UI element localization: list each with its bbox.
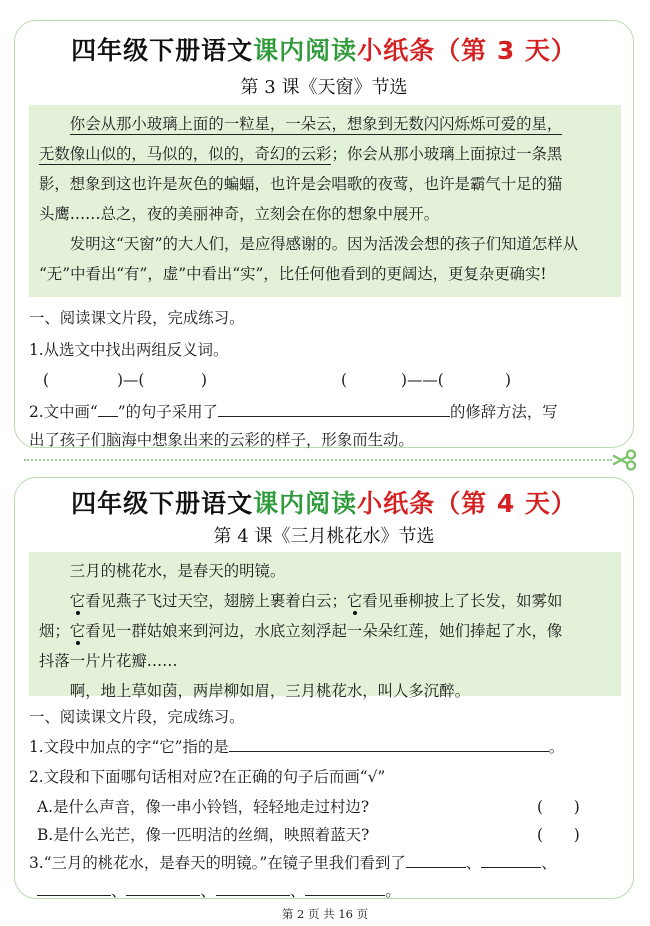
question-3-cont	[29, 876, 623, 906]
title-notes: 小纸条	[357, 36, 436, 65]
dotted-char-it: 它	[346, 592, 363, 610]
answer-blank[interactable]	[218, 398, 450, 417]
passage-text: 发明这“天窗”的大人们，是应得感谢的。因为活泼会想的孩子们知道怎样从	[69, 235, 579, 253]
underline-sample	[98, 406, 118, 417]
question-2-cont: 出了孩子们脑海中想象出来的云彩的样子，形象而生动。	[29, 431, 414, 449]
paren-dash[interactable]: )——(	[401, 371, 444, 389]
reading-card-day4	[14, 477, 634, 899]
passage-box	[29, 552, 621, 700]
question-text: 3.“三月的桃花水，是春天的明镜。”在镜子里我们看到了	[29, 854, 406, 872]
option-text: B.是什么光芒，像一匹明洁的丝绸，映照着蓝天?	[37, 826, 370, 844]
card-title	[15, 31, 633, 67]
scissors-icon	[612, 449, 638, 471]
passage-text: 看见燕子飞过天空，翅膀上裹着白云；	[85, 592, 347, 610]
underlined-sentence: 你会从那小玻璃上面的一粒星，一朵云，想象到无数闪闪烁烁可爱的星，	[69, 115, 563, 133]
answer-blank[interactable]	[216, 877, 290, 896]
separator: 、	[289, 882, 306, 900]
passage-paragraph-cont	[39, 259, 613, 289]
question-1	[29, 732, 623, 762]
paren-open: (	[43, 371, 50, 389]
answer-blank[interactable]	[37, 877, 111, 896]
passage-text: 头鹰……总之，夜的美丽神奇，立刻会在你的想象中展开。	[39, 205, 440, 223]
question-2: 2.文段和下面哪句话相对应?在正确的句子后而画“√”	[29, 768, 386, 786]
answer-blank[interactable]	[305, 877, 385, 896]
dotted-divider	[24, 459, 612, 461]
title-reading: 课内阅读	[253, 36, 358, 65]
passage-text: ；你会从那小玻璃上面掠过一条黑	[331, 145, 563, 163]
question-2-option-a	[29, 792, 623, 822]
passage-box	[29, 105, 621, 297]
passage-paragraph-cont	[39, 616, 613, 676]
passage-text: 影，想象到这也许是灰色的蝙蝠，也许是会唱歌的夜莺，也许是霸气十足的猫	[39, 175, 563, 193]
passage-paragraph	[39, 229, 613, 259]
paren-dash[interactable]: )—(	[117, 371, 145, 389]
question-2-option-b	[29, 820, 623, 850]
separator: 、	[465, 854, 482, 872]
separator: 、	[541, 854, 557, 872]
title-notes: 小纸条	[357, 489, 436, 518]
page-footer: 第 2 页 共 16 页	[281, 907, 369, 921]
passage-text: 烟；	[39, 622, 70, 640]
answer-blank[interactable]	[229, 733, 549, 752]
question-text: 的修辞方法，写	[449, 403, 558, 421]
question-text: 1.文段中加点的字“它”指的是	[29, 738, 229, 756]
title-reading: 课内阅读	[253, 489, 358, 518]
separator: 、	[111, 882, 127, 900]
answer-blank[interactable]	[481, 849, 541, 868]
underlined-sentence: 无数像山似的，马似的，似的，奇幻的云彩	[39, 145, 332, 163]
paren-close: )	[201, 371, 208, 389]
passage-text: “无”中看出“有”，虚”中看出“实”，比任何他看到的更阔达，更复杂更确实!	[39, 265, 547, 283]
question-text: 2.文中画“	[29, 403, 98, 421]
passage-paragraph	[39, 586, 613, 616]
lesson-subtitle: 第 3 课《天窗》节选	[240, 77, 408, 98]
question-1: 1.从选文中找出两组反义词。	[29, 341, 229, 359]
dotted-char-it: 它	[69, 622, 86, 640]
answer-blank[interactable]	[126, 877, 200, 896]
title-grade: 四年级下册语文	[71, 36, 254, 65]
title-grade: 四年级下册语文	[71, 489, 254, 518]
end-mark: 。	[385, 882, 401, 900]
passage-text: 抖落一片片花瓣……	[39, 652, 178, 670]
paren-close: )	[505, 371, 512, 389]
option-text: A.是什么声音，像一串小铃铛，轻轻地走过村边?	[37, 798, 370, 816]
title-day: （第 4 天）	[435, 489, 577, 518]
question-text: 。	[548, 738, 565, 756]
separator: 、	[200, 882, 216, 900]
card-title	[15, 484, 633, 520]
question-3	[29, 848, 623, 878]
passage-text: 三月的桃花水，是春天的明镜。	[69, 562, 286, 580]
question-text: ”的句子采用了	[117, 403, 218, 421]
passage-text: 啊，地上草如茵，两岸柳如眉，三月桃花水，叫人多沉醉。	[69, 682, 470, 700]
passage-text: 看见一群姑娘来到河边，水底立刻浮起一朵朵红莲，她们捧起了水，像	[85, 622, 563, 640]
passage-paragraph	[39, 109, 613, 139]
section-heading: 一、阅读课文片段，完成练习。	[29, 708, 245, 726]
section-heading: 一、阅读课文片段，完成练习。	[29, 309, 245, 327]
passage-paragraph	[39, 556, 613, 586]
dotted-char-it: 它	[69, 592, 86, 610]
answer-paren[interactable]: ( )	[537, 798, 580, 816]
passage-paragraph-cont	[39, 139, 613, 229]
answer-blank[interactable]	[406, 849, 466, 868]
lesson-subtitle: 第 4 课《三月桃花水》节选	[213, 526, 435, 547]
passage-text: 看见垂柳披上了长发，如雾如	[362, 592, 563, 610]
question-2	[29, 397, 623, 427]
title-day: （第 3 天）	[435, 36, 577, 65]
reading-card-day3	[14, 20, 634, 448]
paren-open: (	[341, 371, 348, 389]
answer-paren[interactable]: ( )	[537, 826, 580, 844]
